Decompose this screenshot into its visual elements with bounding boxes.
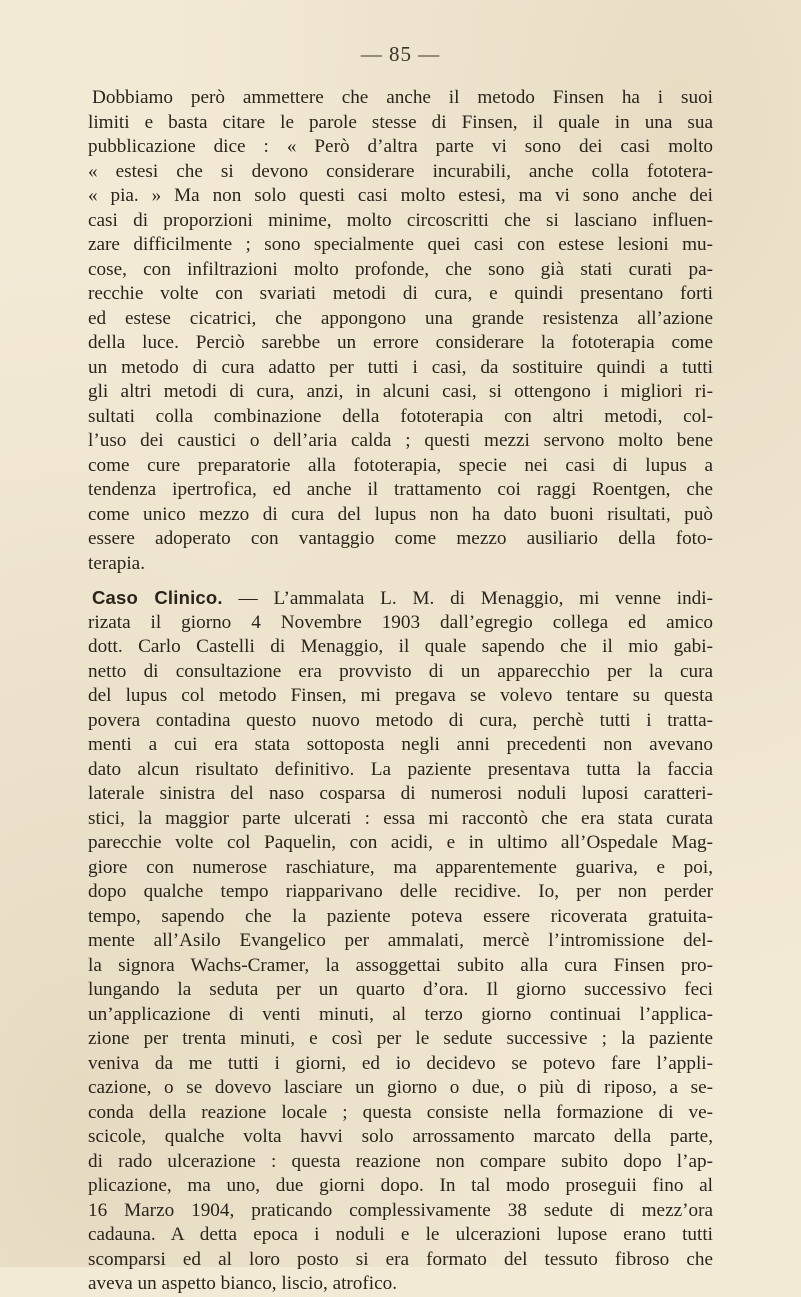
text-line: un’applicazione di venti minuti, al terzo giorno continuai l’applica-: [88, 1003, 713, 1025]
text-line: plicazione, ma uno, due giorni dopo. In tal modo proseguii fino al: [88, 1175, 713, 1196]
text-line: tempo, sapendo che la paziente poteva essere ricoverata gratuita-: [88, 905, 713, 927]
text-line: un metodo di cura adatto per tutti i casi, da sostituire quindi a tutti: [88, 356, 713, 378]
text-line: terapia.: [88, 552, 145, 574]
body-text: [88, 86, 713, 1297]
text-line: « pia. » Ma non solo questi casi molto estesi, ma vi sono anche dei: [88, 185, 713, 206]
text-line: ed estese cicatrici, che appongono una grande resistenza all’azione: [88, 307, 713, 329]
text-line: limiti e basta citare le parole stesse di Finsen, il quale in una sua: [88, 111, 713, 133]
text-line: povera contadina questo nuovo metodo di cura, perchè tutti i tratta-: [88, 709, 713, 731]
text-line: laterale sinistra del naso cosparsa di numerosi noduli luposi caratteri-: [88, 783, 713, 804]
text-line: sultati colla combinazione della fototerapia con altri metodi, col-: [88, 405, 713, 427]
text-line: casi di proporzioni minime, molto circoscritti che si lasciano influen-: [88, 209, 713, 231]
text-line: veniva da me tutti i giorni, ed io decidevo se potevo fare l’appli-: [88, 1052, 713, 1074]
text-line: [88, 586, 713, 611]
text-line: pubblicazione dice : « Però d’altra parte vi sono dei casi molto: [88, 136, 713, 157]
paragraph-1: [88, 86, 713, 576]
text-line: netto di consultazione era provvisto di un apparecchio per la cura: [88, 660, 713, 682]
text-line: come cure preparatorie alla fototerapia, specie nei casi di lupus a: [88, 454, 713, 476]
text-line: rizata il giorno 4 Novembre 1903 dall’egregio collega ed amico: [88, 611, 713, 633]
paragraph-gap: [88, 576, 713, 586]
paragraph-2: [88, 586, 713, 1297]
text-line: del lupus col metodo Finsen, mi pregava se volevo tentare su questa: [88, 685, 713, 706]
text-line: come unico mezzo di cura del lupus non ha dato buoni risultati, può: [88, 503, 713, 525]
text-line: Dobbiamo però ammettere che anche il metodo Finsen ha i suoi: [92, 87, 713, 108]
text-line: scicole, qualche volta havvi solo arrossamento marcato della parte,: [88, 1126, 713, 1147]
text-line: parecchie volte col Paquelin, con acidi, e in ultimo all’Ospedale Mag-: [88, 832, 713, 853]
text-line: 16 Marzo 1904, praticando complessivamente 38 sedute di mezz’ora: [88, 1199, 713, 1221]
text-line: l’uso dei caustici o dell’aria calda ; questi mezzi servono molto bene: [88, 430, 713, 451]
text-line: dopo qualche tempo riapparivano delle recidive. Io, per non perder: [88, 881, 713, 902]
text-line: zione per trenta minuti, e così per le sedute successive ; la paziente: [88, 1028, 713, 1049]
text-line: gli altri metodi di cura, anzi, in alcuni casi, si ottengono i migliori ri-: [88, 381, 713, 402]
text-line: essere adoperato con vantaggio come mezzo ausiliario della foto-: [88, 528, 713, 549]
text-line: scomparsi ed al loro posto si era formato del tessuto fibroso che: [88, 1248, 713, 1270]
text-line: della luce. Perciò sarebbe un errore considerare la fototerapia come: [88, 332, 713, 353]
text-line: cazione, o se dovevo lasciare un giorno o due, o più di riposo, a se-: [88, 1077, 713, 1098]
text-line: lungando la seduta per un quarto d’ora. Il giorno successivo feci: [88, 979, 713, 1000]
text-line: stici, la maggior parte ulcerati : essa mi raccontò che era stata curata: [88, 807, 713, 829]
page-number: — 85 —: [360, 42, 441, 66]
section-heading: Caso Clinico.: [92, 587, 223, 608]
text-line: di rado ulcerazione : questa reazione non compare subito dopo l’ap-: [88, 1150, 713, 1172]
text-line: zare difficilmente ; sono specialmente quei casi con estese lesioni mu-: [88, 234, 713, 255]
text-line: giore con numerose raschiature, ma apparentemente guariva, e poi,: [88, 856, 713, 878]
text-line: « estesi che si devono considerare incurabili, anche colla fototera-: [88, 160, 713, 182]
text-line: aveva un aspetto bianco, liscio, atrofico.: [88, 1273, 398, 1294]
text-line: mente all’Asilo Evangelico per ammalati, mercè l’intromissione del-: [88, 930, 713, 951]
text-line: recchie volte con svariati metodi di cura, e quindi presentano forti: [88, 283, 713, 304]
heading-line-text: — L’ammalata L. M. di Menaggio, mi venne indi-: [222, 588, 713, 609]
text-line: dato alcun risultato definitivo. La paziente presentava tutta la faccia: [88, 758, 713, 780]
text-line: tendenza ipertrofica, ed anche il trattamento coi raggi Roentgen, che: [88, 479, 713, 500]
text-line: dott. Carlo Castelli di Menaggio, il quale sapendo che il mio gabi-: [88, 636, 713, 657]
text-line: cose, con infiltrazioni molto profonde, che sono già stati curati pa-: [88, 258, 713, 280]
text-line: cadauna. A detta epoca i noduli e le ulcerazioni lupose erano tutti: [88, 1224, 713, 1245]
text-line: menti a cui era stata sottoposta negli anni precedenti non avevano: [88, 734, 713, 755]
text-line: la signora Wachs-Cramer, la assoggettai subito alla cura Finsen pro-: [88, 954, 713, 976]
text-line: conda della reazione locale ; questa consiste nella formazione di ve-: [88, 1101, 713, 1123]
